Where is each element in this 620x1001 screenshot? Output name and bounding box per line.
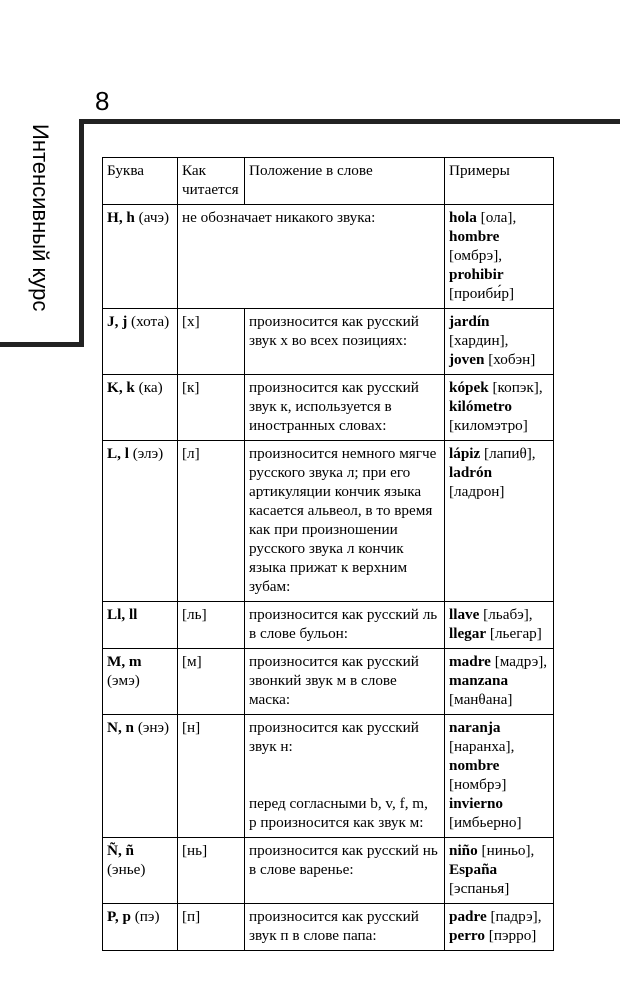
position-cell: произносится как русский ль в слове бульон: bbox=[245, 602, 445, 649]
table-row bbox=[103, 715, 554, 838]
position-cell: произносится как русский звук х во всех позициях: bbox=[245, 309, 445, 375]
table-row bbox=[103, 441, 554, 602]
position-cell: произносится как русский звук н: перед согласными b, v, f, m, p произносится как звук м: bbox=[245, 715, 445, 838]
letter-cell: K, k (ка) bbox=[103, 375, 178, 441]
reading-cell: [нь] bbox=[178, 838, 245, 904]
reading-cell: [м] bbox=[178, 649, 245, 715]
side-running-title: Интенсивный курс bbox=[28, 124, 53, 312]
letter-cell: J, j (хота) bbox=[103, 309, 178, 375]
examples-cell: padre [падрэ], perro [пэрро] bbox=[445, 904, 554, 951]
header-letter: Буква bbox=[103, 158, 178, 205]
table-row bbox=[103, 375, 554, 441]
table-row bbox=[103, 838, 554, 904]
header-examples: Примеры bbox=[445, 158, 554, 205]
examples-cell: niño [ниньо], España [эспанья] bbox=[445, 838, 554, 904]
reading-cell: [к] bbox=[178, 375, 245, 441]
examples-cell: naranja [наранха], nombre [номбрэ] invierno [имбьерно] bbox=[445, 715, 554, 838]
position-cell: произносится как русский звонкий звук м в слове маска: bbox=[245, 649, 445, 715]
position-cell: произносится как русский звук к, используется в иностранных словах: bbox=[245, 375, 445, 441]
letter-cell: Ll, ll bbox=[103, 602, 178, 649]
position-cell: произносится как русский нь в слове варенье: bbox=[245, 838, 445, 904]
letter-cell: Ñ, ñ (энье) bbox=[103, 838, 178, 904]
examples-cell: madre [мадрэ], manzana [манθана] bbox=[445, 649, 554, 715]
letter-cell: N, n (энэ) bbox=[103, 715, 178, 838]
header-reading: Как читается bbox=[178, 158, 245, 205]
letter-cell: M, m (эмэ) bbox=[103, 649, 178, 715]
page-number: 8 bbox=[95, 86, 110, 116]
position-cell: произносится как русский звук п в слове папа: bbox=[245, 904, 445, 951]
examples-cell: lápiz [лапиθ], ladrón [ладрон] bbox=[445, 441, 554, 602]
reading-cell: [х] bbox=[178, 309, 245, 375]
examples-cell: llave [льабэ], llegar [льегар] bbox=[445, 602, 554, 649]
reading-cell: [п] bbox=[178, 904, 245, 951]
table-header-row bbox=[103, 158, 554, 205]
position-cell: произносится немного мягче русского звука л; при его артикуляции кончик языка касается альвеол, в то время как при произношении русского звука л кончик языка прижат к верхним зубам: bbox=[245, 441, 445, 602]
table-row bbox=[103, 309, 554, 375]
examples-cell: hola [ола], hombre [омбрэ], prohibir [проиби́р] bbox=[445, 205, 554, 309]
header-position: Положение в слове bbox=[245, 158, 445, 205]
letter-cell: H, h (ачэ) bbox=[103, 205, 178, 309]
table-row bbox=[103, 602, 554, 649]
letter-cell: P, p (пэ) bbox=[103, 904, 178, 951]
examples-cell: jardín [хардин], joven [хобэн] bbox=[445, 309, 554, 375]
frame-top-rule bbox=[79, 119, 620, 124]
frame-bottom-rule bbox=[0, 342, 84, 347]
table-row bbox=[103, 649, 554, 715]
examples-cell: kópek [копэк], kilómetro [киломэтро] bbox=[445, 375, 554, 441]
position-cell: не обозначает никакого звука: bbox=[178, 205, 445, 309]
reading-cell: [ль] bbox=[178, 602, 245, 649]
frame-vertical-rule bbox=[79, 119, 84, 347]
table-row bbox=[103, 904, 554, 951]
alphabet-table bbox=[102, 157, 554, 951]
reading-cell: [л] bbox=[178, 441, 245, 602]
table-row bbox=[103, 205, 554, 309]
letter-cell: L, l (элэ) bbox=[103, 441, 178, 602]
reading-cell: [н] bbox=[178, 715, 245, 838]
